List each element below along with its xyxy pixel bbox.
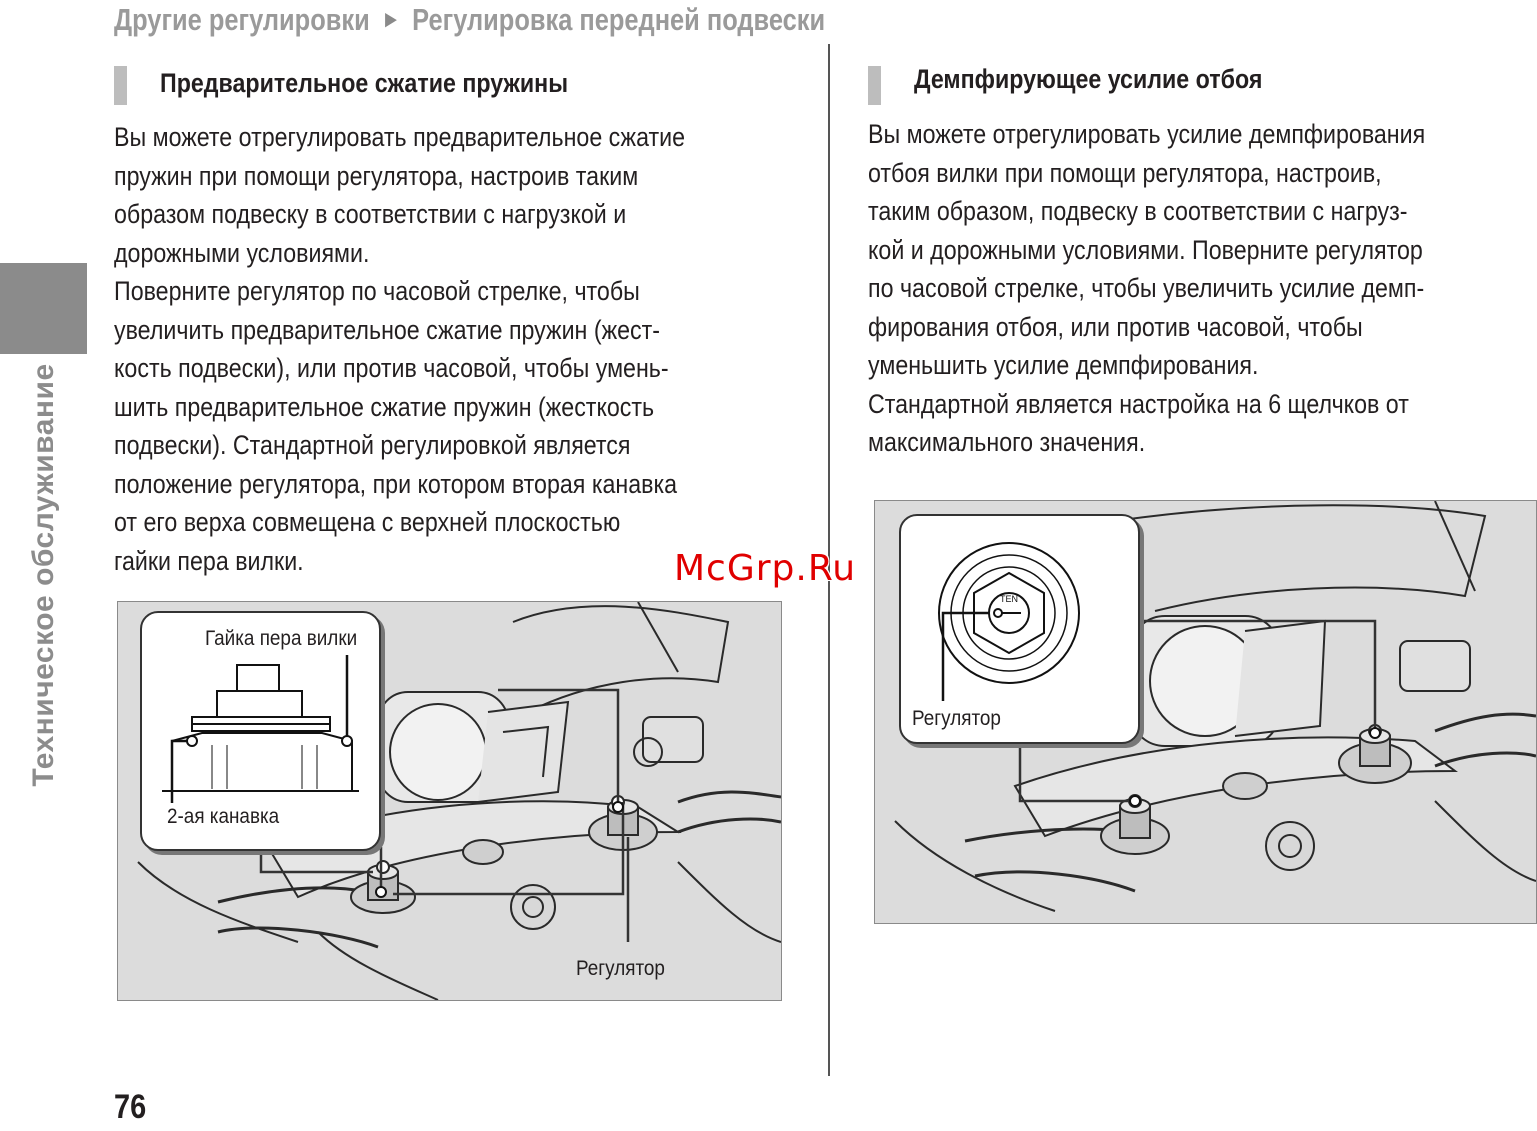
text-line: Вы можете отрегулировать усилие демпфирования: [868, 119, 1426, 149]
figure-spring-preload: [117, 601, 782, 1001]
chapter-tab-label: Техническое обслуживание: [27, 363, 60, 787]
inset-adjuster-detail: [899, 514, 1140, 744]
text-line: увеличить предварительное сжатие пружин (жест-: [114, 314, 660, 345]
section-marker-bar: [114, 66, 127, 105]
section-body-rebound-damping: [868, 115, 1425, 462]
section-marker-bar: [868, 66, 881, 105]
text-line: положение регулятора, при котором вторая канавка: [114, 468, 678, 499]
text-line: Поверните регулятор по часовой стрелке, чтобы: [114, 276, 640, 306]
text-line: Стандартной является настройка на 6 щелчков от: [868, 388, 1409, 419]
breadcrumb-arrow-icon: ►: [381, 6, 401, 33]
text-line: дорожными условиями.: [114, 237, 370, 268]
adjuster-marking: TEN: [1000, 594, 1018, 604]
inset-fork-nut-detail: [140, 611, 381, 851]
text-line: уменьшить усилие демпфирования.: [868, 350, 1259, 380]
page-number: 76: [114, 1088, 147, 1126]
breadcrumb-subsection: Регулировка передней подвески: [412, 2, 826, 37]
text-line: таким образом, подвеску в соответствии с нагруз-: [868, 196, 1408, 226]
text-line: шить предварительное сжатие пружин (жесткость: [114, 391, 655, 422]
text-line: Вы можете отрегулировать предварительное сжатие: [114, 122, 686, 152]
text-line: пружин при помощи регулятора, настроив таким: [114, 160, 639, 191]
breadcrumb: [114, 0, 825, 40]
text-line: максимального значения.: [868, 427, 1146, 457]
section-title-spring-preload: Предварительное сжатие пружины: [160, 68, 569, 98]
callout-second-groove: 2-ая канавка: [167, 805, 280, 828]
callout-fork-nut: Гайка пера вилки: [205, 627, 358, 650]
section-title-rebound-damping: Демпфирующее усилие отбоя: [914, 64, 1263, 94]
section-body-spring-preload: [114, 118, 685, 580]
text-line: от его верха совмещена с верхней плоскостью: [114, 507, 621, 537]
text-line: гайки пера вилки.: [114, 545, 304, 576]
breadcrumb-section: Другие регулировки: [114, 2, 370, 37]
text-line: по часовой стрелке, чтобы увеличить усилие демп-: [868, 273, 1425, 303]
text-line: отбоя вилки при помощи регулятора, настроив,: [868, 157, 1382, 188]
callout-adjuster-left: Регулятор: [576, 957, 665, 980]
figure-rebound-damping: [874, 500, 1537, 924]
text-line: образом подвеску в соответствии с нагрузкой и: [114, 199, 627, 229]
text-line: кой и дорожными условиями. Поверните регулятор: [868, 234, 1423, 265]
chapter-tab-marker: [0, 263, 87, 354]
watermark: McGrp.Ru: [674, 548, 857, 589]
text-line: фирования отбоя, или против часовой, чтобы: [868, 311, 1363, 342]
text-line: подвески). Стандартной регулировкой является: [114, 430, 631, 460]
callout-adjuster-right: Регулятор: [912, 707, 1001, 730]
text-line: кость подвески), или против часовой, чтобы умень-: [114, 353, 669, 383]
